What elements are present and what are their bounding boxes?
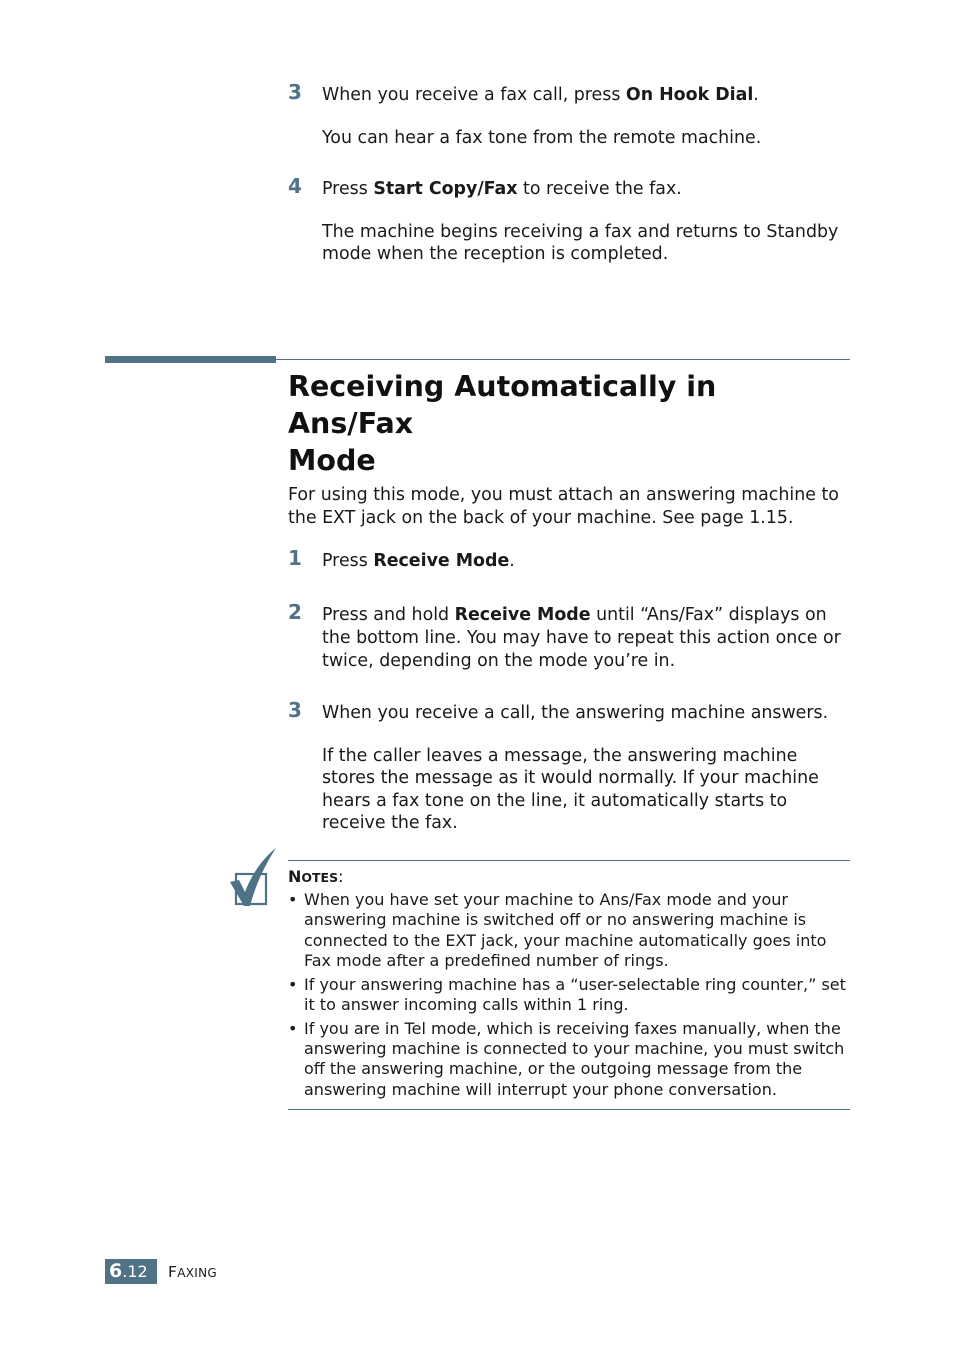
chapter-number: 6 [109,1260,123,1282]
page-number-badge [105,1259,157,1284]
step-instruction: Press Start Copy/Fax to receive the fax. [322,179,682,199]
note-item: • When you have set your machine to Ans/Fax mode and your answering machine is switched off or no answering machine is connected to the EXT jack, your machine automatically goes into Fax mode after a predefined number of rings. [288,890,850,971]
step-body [322,550,850,573]
step-instruction: Press Receive Mode. [322,551,515,571]
step-body [322,604,850,673]
step-number: 1 [288,546,302,570]
section-rule-thin [276,359,850,360]
step-number: 3 [288,698,302,722]
key-on-hook-dial: On Hook Dial [625,85,754,105]
notes-rule-top [288,860,850,861]
notes-rule-bottom [288,1109,850,1110]
step-detail: You can hear a fax tone from the remote machine. [322,127,762,148]
key-receive-mode: Receive Mode [454,605,591,625]
step-detail: The machine begins receiving a fax and returns to Standby mode when the reception is completed. [322,221,839,264]
checkmark-note-icon [227,846,279,910]
step-number: 2 [288,600,302,624]
step-detail: If the caller leaves a message, the answering machine stores the message as it would normally. If your machine hears a fax tone on the line, it automatically starts to receive the fax. [322,745,819,833]
notes-list [288,890,850,1103]
step-body [322,178,850,266]
notes-title: NOTES: [288,867,344,886]
note-item: • If your answering machine has a “user-selectable ring counter,” set it to answer incoming calls within 1 ring. [288,975,850,1016]
step-body [322,702,850,835]
page-number: .12 [122,1262,148,1281]
step-number: 3 [288,80,302,104]
step-instruction: Press and hold Receive Mode until “Ans/Fax” displays on the bottom line. You may have to repeat this action once or twice, depending on the mode you’re in. [322,605,841,671]
key-start-copy-fax: Start Copy/Fax [373,179,518,199]
key-receive-mode: Receive Mode [373,551,510,571]
step-body [322,84,850,149]
step-number: 4 [288,174,302,198]
chapter-label: FAXING [168,1263,217,1281]
note-item: • If you are in Tel mode, which is receiving faxes manually, when the answering machine is connected to your machine, you must switch off the answering machine, or the outgoing message from the answering machine will interrupt your phone conversation. [288,1019,850,1100]
section-rule-thick [105,356,276,363]
step-instruction: When you receive a call, the answering machine answers. [322,703,829,723]
section-intro: For using this mode, you must attach an answering machine to the EXT jack on the back of your machine. See page 1.15. [288,485,839,528]
step-instruction: When you receive a fax call, press On Hook Dial. [322,85,759,105]
section-heading: Receiving Automatically in Ans/Fax Mode [288,370,717,477]
